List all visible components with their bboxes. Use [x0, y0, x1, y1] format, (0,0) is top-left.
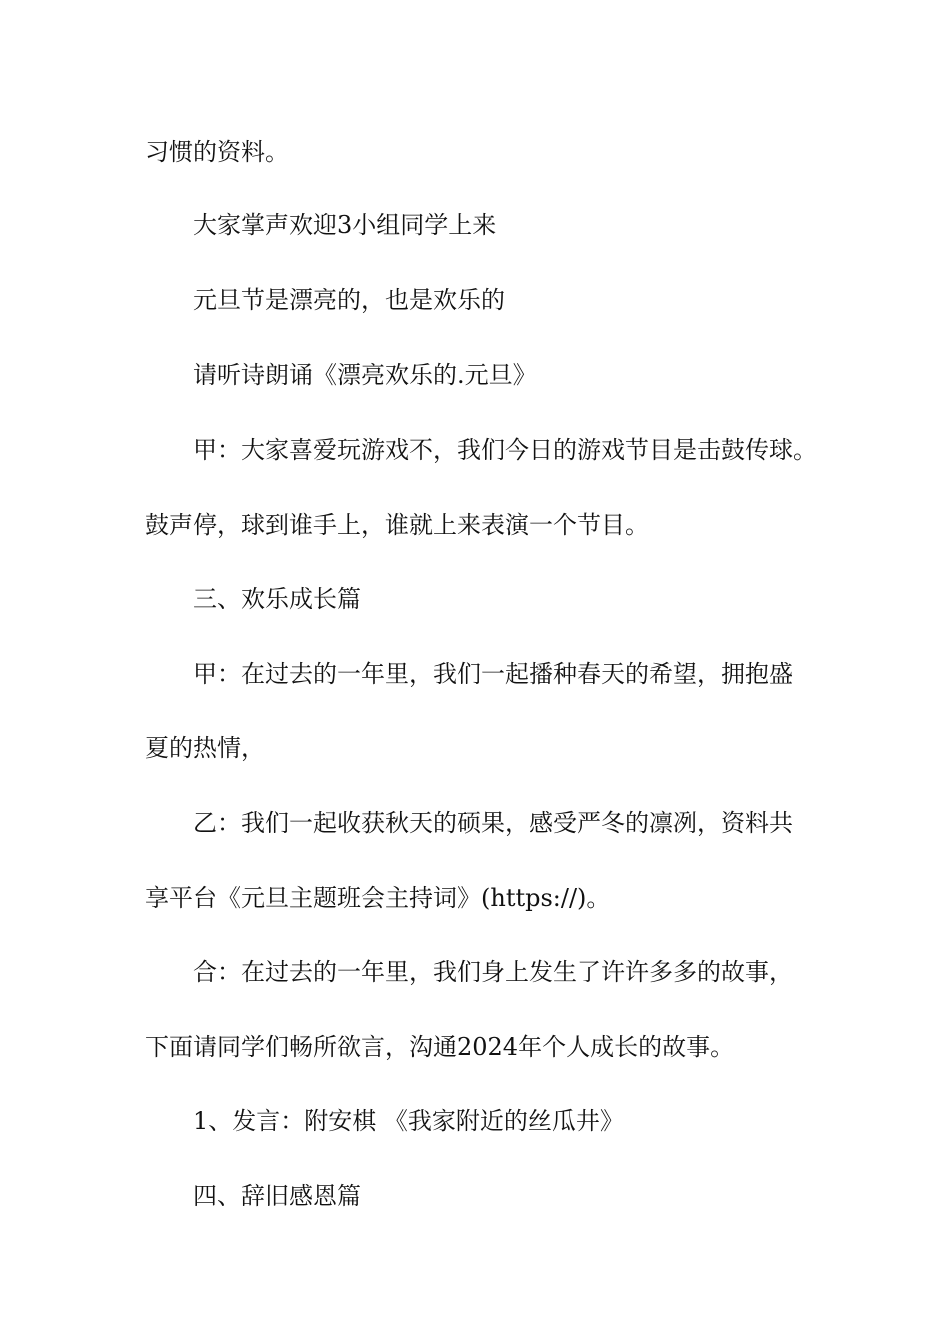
text-line: 习惯的资料。 — [145, 138, 289, 166]
text-line: 1、发言：附安棋 《我家附近的丝瓜井》 — [193, 1107, 624, 1135]
section-heading: 四、辞旧感恩篇 — [193, 1182, 361, 1210]
text-line: 元旦节是漂亮的，也是欢乐的 — [193, 286, 505, 314]
text-line: 享平台《元旦主题班会主持词》(https://)。 — [145, 884, 611, 912]
text-line: 鼓声停，球到谁手上，谁就上来表演一个节目。 — [145, 511, 649, 539]
text-line: 下面请同学们畅所欲言，沟通2024年个人成长的故事。 — [145, 1033, 735, 1061]
text-line: 请听诗朗诵《漂亮欢乐的.元旦》 — [193, 361, 537, 389]
text-line: 夏的热情， — [145, 734, 265, 762]
text-line: 甲：大家喜爱玩游戏不，我们今日的游戏节目是击鼓传球。 — [193, 436, 817, 464]
text-line: 甲：在过去的一年里，我们一起播种春天的希望，拥抱盛 — [193, 660, 793, 688]
text-line: 合：在过去的一年里，我们身上发生了许许多多的故事， — [193, 958, 793, 986]
text-line: 大家掌声欢迎3小组同学上来 — [193, 211, 497, 239]
text-line: 乙：我们一起收获秋天的硕果，感受严冬的凛冽，资料共 — [193, 809, 793, 837]
section-heading: 三、欢乐成长篇 — [193, 585, 361, 613]
